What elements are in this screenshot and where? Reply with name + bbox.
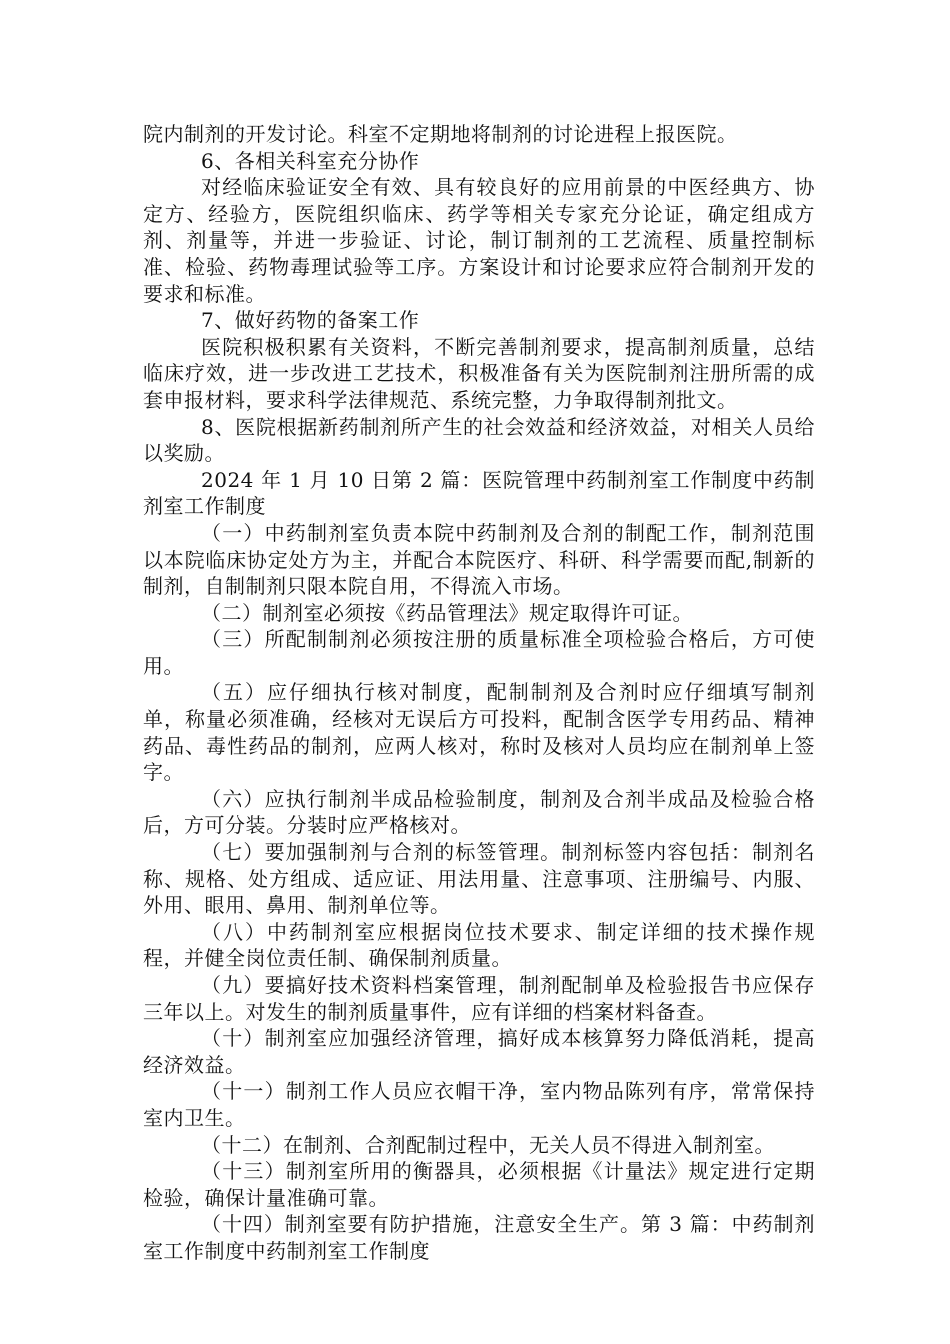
rule-item-10: （十）制剂室应加强经济管理，搞好成本核算努力降低消耗，提高经济效益。 — [143, 1026, 815, 1077]
section-heading-7: 7、做好药物的备案工作 — [201, 308, 420, 333]
rule-item-9: （九）要搞好技术资料档案管理，制剂配制单及检验报告书应保存三年以上。对发生的制剂质量事件，应有详细的档案材料备查。 — [143, 973, 815, 1024]
paragraph: 对经临床验证安全有效、具有较良好的应用前景的中医经典方、协定方、经验方，医院组织临床、药学等相关专家充分论证，确定组成方剂、剂量等，并进一步验证、讨论，制订制剂的工艺流程、质量控制标准、检验、药物毒理试验等工序。方案设计和讨论要求应符合制剂开发的要求和标准。 — [143, 175, 815, 306]
rule-item-14: （十四）制剂室要有防护措施，注意安全生产。第 3 篇：中药制剂室工作制度中药制剂室工作制度 — [143, 1212, 815, 1263]
document-body — [143, 121, 815, 1265]
rule-item-6: （六）应执行制剂半成品检验制度，制剂及合剂半成品及检验合格后，方可分装。分装时应严格核对。 — [143, 786, 815, 838]
paragraph-continuation: 院内制剂的开发讨论。科室不定期地将制剂的讨论进程上报医院。 — [143, 122, 738, 146]
rule-item-2: （二）制剂室必须按《药品管理法》规定取得许可证。 — [201, 600, 693, 625]
rule-item-5: （五）应仔细执行核对制度，配制制剂及合剂时应仔细填写制剂单，称量必须准确，经核对无误后方可投料，配制含医学专用药品、精神药品、毒性药品的制剂，应两人核对，称时及核对人员均应在制剂单上签字。 — [143, 680, 815, 785]
rule-item-11: （十一）制剂工作人员应衣帽干净，室内物品陈列有序，常常保持室内卫生。 — [143, 1079, 815, 1130]
rule-item-12: （十二）在制剂、合剂配制过程中，无关人员不得进入制剂室。 — [201, 1132, 775, 1157]
paragraph: 医院积极积累有关资料，不断完善制剂要求，提高制剂质量，总结临床疗效，进一步改进工艺技术，积极准备有关为医院制剂注册所需的成套申报材料，要求科学法律规范、系统完整，力争取得制剂批文。 — [143, 334, 815, 412]
rule-item-7: （七）要加强制剂与合剂的标签管理。制剂标签内容包括：制剂名称、规格、处方组成、适应证、用法用量、注意事项、注册编号、内服、外用、眼用、鼻用、制剂单位等。 — [143, 840, 815, 918]
rule-item-13: （十三）制剂室所用的衡器具，必须根据《计量法》规定进行定期检验，确保计量准确可靠。 — [143, 1159, 815, 1210]
rule-item-1: （一）中药制剂室负责本院中药制剂及合剂的制配工作，制剂范围以本院临床协定处方为主，并配合本院医疗、科研、科学需要而配,制新的制剂，自制制剂只限本院自用，不得流入市场。 — [143, 520, 815, 599]
section-heading-6: 6、各相关科室充分协作 — [201, 148, 420, 173]
section-heading-8: 8、医院根据新药制剂所产生的社会效益和经济效益，对相关人员给以奖励。 — [143, 414, 815, 466]
article-title-2: 2024 年 1 月 10 日第 2 篇：医院管理中药制剂室工作制度中药制剂室工作制度 — [143, 467, 815, 519]
rule-item-3: （三）所配制制剂必须按注册的质量标准全项检验合格后，方可使用。 — [143, 627, 815, 678]
rule-item-8: （八）中药制剂室应根据岗位技术要求、制定详细的技术操作规程，并健全岗位责任制、确保制剂质量。 — [143, 919, 815, 971]
